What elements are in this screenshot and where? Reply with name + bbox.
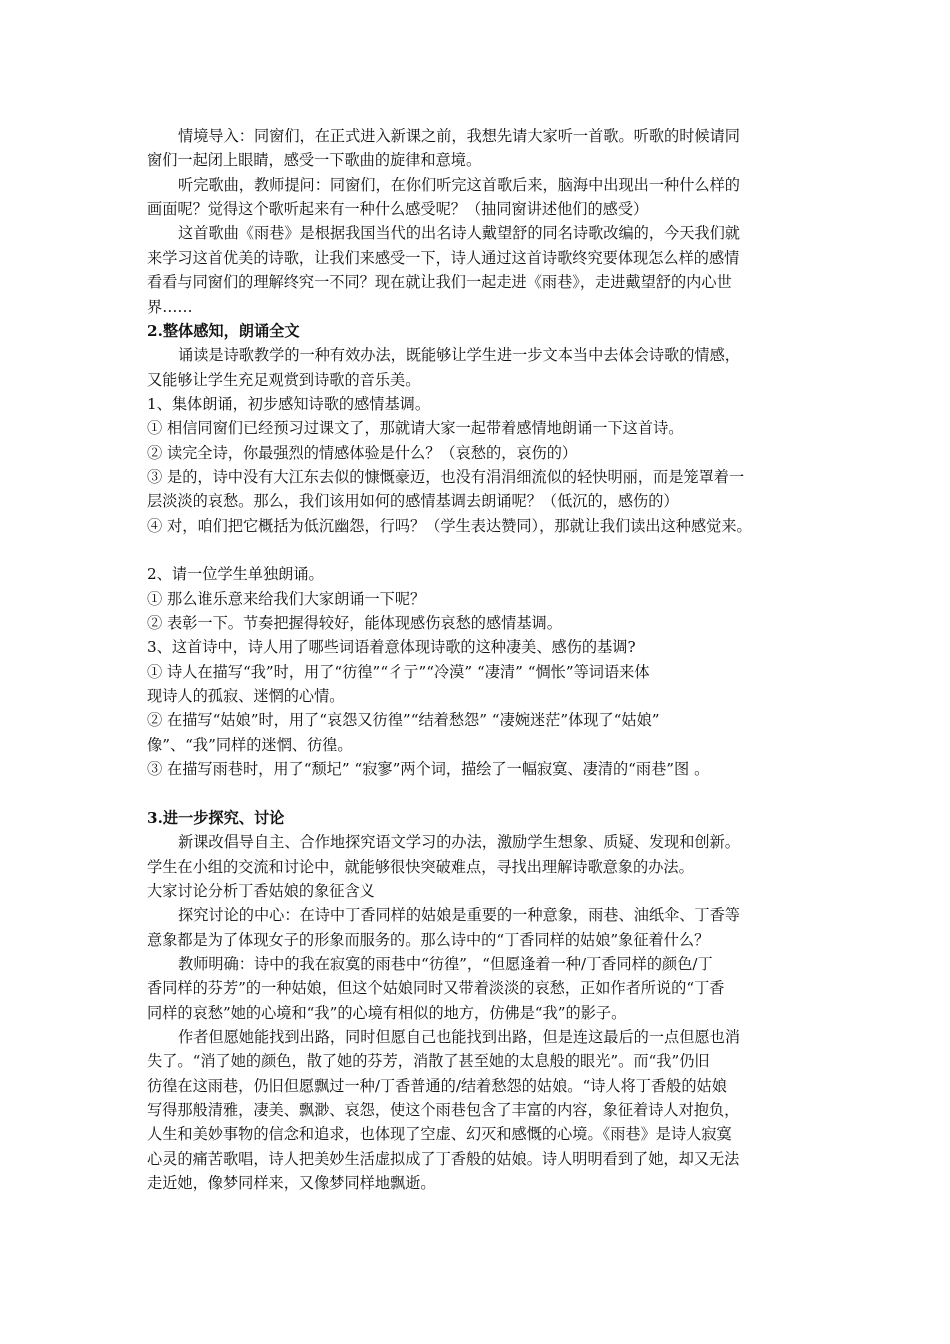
paragraph-line: 彷徨在这雨巷，仍旧但愿飘过一种/丁香普通的/结着愁怨的姑娘。“诗人将丁香般的姑娘 xyxy=(147,1076,727,1095)
paragraph-line: ② 在描写“姑娘”时，用了“哀怨又彷徨”“结着愁怨” “凄婉迷茫”体现了“姑娘” xyxy=(147,711,660,730)
paragraph-line xyxy=(147,784,827,804)
paragraph-line: ① 那么谁乐意来给我们大家朗诵一下呢？ xyxy=(147,589,426,608)
paragraph-line: 教师明确：诗中的我在寂寞的雨巷中“彷徨”，“但愿逢着一种/丁香同样的颜色/丁 xyxy=(178,954,713,973)
paragraph-line: 又能够让学生充足观赏到诗歌的音乐美。 xyxy=(147,370,421,389)
paragraph-line: 窗们一起闭上眼睛，感受一下歌曲的旋律和意境。 xyxy=(147,151,482,170)
paragraph-line: 学生在小组的交流和讨论中，就能够很快突破难点，寻找出理解诗歌意象的办法。 xyxy=(147,857,694,876)
paragraph-line: 现诗人的孤寂、迷惘的心情。 xyxy=(147,687,345,706)
paragraph-line: 3、这首诗中，诗人用了哪些词语着意体现诗歌的这种凄美、感伤的基调? xyxy=(147,638,636,657)
paragraph-line: ③ 在描写雨巷时，用了“颓圮” “寂寥”两个词，描绘了一幅寂寞、凄清的“雨巷”图 。 xyxy=(147,760,710,779)
paragraph-line: 作者但愿她能找到出路，同时但愿自己也能找到出路，但是连这最后的一点但愿也消 xyxy=(178,1028,740,1046)
paragraph-line: 看看与同窗们的理解终究一不同？现在就让我们一起走进《雨巷》，走进戴望舒的内心世 xyxy=(147,273,732,292)
paragraph-line: 写得那般清雅，凄美、飘渺、哀怨，使这个雨巷包含了丰富的内容，象征着诗人对抱负， xyxy=(147,1101,740,1119)
paragraph-line: 香同样的芬芳”的一种姑娘，但这个姑娘同时又带着淡淡的哀愁，正如作者所说的“丁香 xyxy=(147,979,725,998)
paragraph-line: 这首歌曲《雨巷》是根据我国当代的出名诗人戴望舒的同名诗歌改编的，今天我们就 xyxy=(178,224,740,243)
paragraph-line: ① 相信同窗们已经预习过课文了，那就请大家一起带着感情地朗诵一下这首诗。 xyxy=(147,419,684,438)
paragraph-line: 意象都是为了体现女子的形象而服务的。那么诗中的“丁香同样的姑娘”象征着什么？ xyxy=(147,930,710,949)
paragraph-line: 新课改倡导自主、合作地探究语文学习的办法，激励学生想象、质疑、发现和创新。 xyxy=(178,833,740,852)
paragraph-line: 探究讨论的中心：在诗中丁香同样的姑娘是重要的一种意象，雨巷、油纸伞、丁香等 xyxy=(178,906,740,925)
paragraph-line: 层淡淡的哀愁。那么，我们该用如何的感情基调去朗诵呢？（低沉的，感伤的） xyxy=(147,492,679,511)
paragraph-line: ① 诗人在描写“我”时，用了“彷徨”“彳亍”“冷漠” “凄清” “惆怅”等词语来体 xyxy=(147,662,650,681)
paragraph-line: 听完歌曲，教师提问：同窗们，在你们听完这首歌后来，脑海中出现出一种什么样的 xyxy=(178,175,740,194)
paragraph-line: 人生和美妙事物的信念和追求，也体现了空虚、幻灭和感慨的心境。《雨巷》是诗人寂寞 xyxy=(147,1125,732,1144)
paragraph-line: 心灵的痛苦歌唱，诗人把美妙生活虚拟成了丁香般的姑娘。诗人明明看到了她，却又无法 xyxy=(147,1149,740,1168)
paragraph-line: 像”、“我”同样的迷惘、彷徨。 xyxy=(147,735,353,754)
paragraph-line: 界…… xyxy=(147,297,193,316)
paragraph-line: ② 表彰一下。节奏把握得较好，能体现感伤哀愁的感情基调。 xyxy=(147,614,562,632)
paragraph-line: ② 读完全诗，你最强烈的情感体验是什么？（哀愁的，哀伤的） xyxy=(147,443,578,462)
paragraph-line: 诵读是诗歌教学的一种有效办法，既能够让学生进一步文本当中去体会诗歌的情感， xyxy=(178,346,740,365)
paragraph-line: ④ 对，咱们把它概括为低沉幽怨，行吗？（学生表达赞同），那就让我们读出这种感觉来。 xyxy=(147,516,752,535)
paragraph-line: 走近她，像梦同样来，又像梦同样地飘逝。 xyxy=(147,1174,436,1192)
paragraph-line: 画面呢？觉得这个歌听起来有一种什么感受呢？（抽同窗讲述他们的感受） xyxy=(147,200,649,219)
paragraph-line: 失了。“消了她的颜色，散了她的芬芳，消散了甚至她的太息般的眼光”。而“我”仍旧 xyxy=(147,1052,710,1071)
paragraph-line: 2、请一位学生单独朗诵。 xyxy=(147,565,324,584)
paragraph-line: 情境导入：同窗们，在正式进入新课之前，我想先请大家听一首歌。听歌的时候请同 xyxy=(178,127,740,145)
paragraph-line: 大家讨论分析丁香姑娘的象征含义 xyxy=(147,881,375,900)
section-heading: 2.整体感知，朗诵全文 xyxy=(147,321,300,340)
paragraph-line: ③ 是的，诗中没有大江东去似的慷慨豪迈，也没有涓涓细流似的轻快明丽，而是笼罩着一 xyxy=(147,467,745,486)
paragraph-line xyxy=(147,540,827,560)
section-heading: 3.进一步探究、讨论 xyxy=(147,808,285,827)
paragraph-line: 1、集体朗诵，初步感知诗歌的感情基调。 xyxy=(147,394,431,413)
paragraph-line: 同样的哀愁”她的心境和“我”的心境有相似的地方，仿佛是“我”的影子。 xyxy=(147,1003,627,1022)
paragraph-line: 来学习这首优美的诗歌，让我们来感受一下，诗人通过这首诗歌终究要体现怎么样的感情 xyxy=(147,248,740,267)
